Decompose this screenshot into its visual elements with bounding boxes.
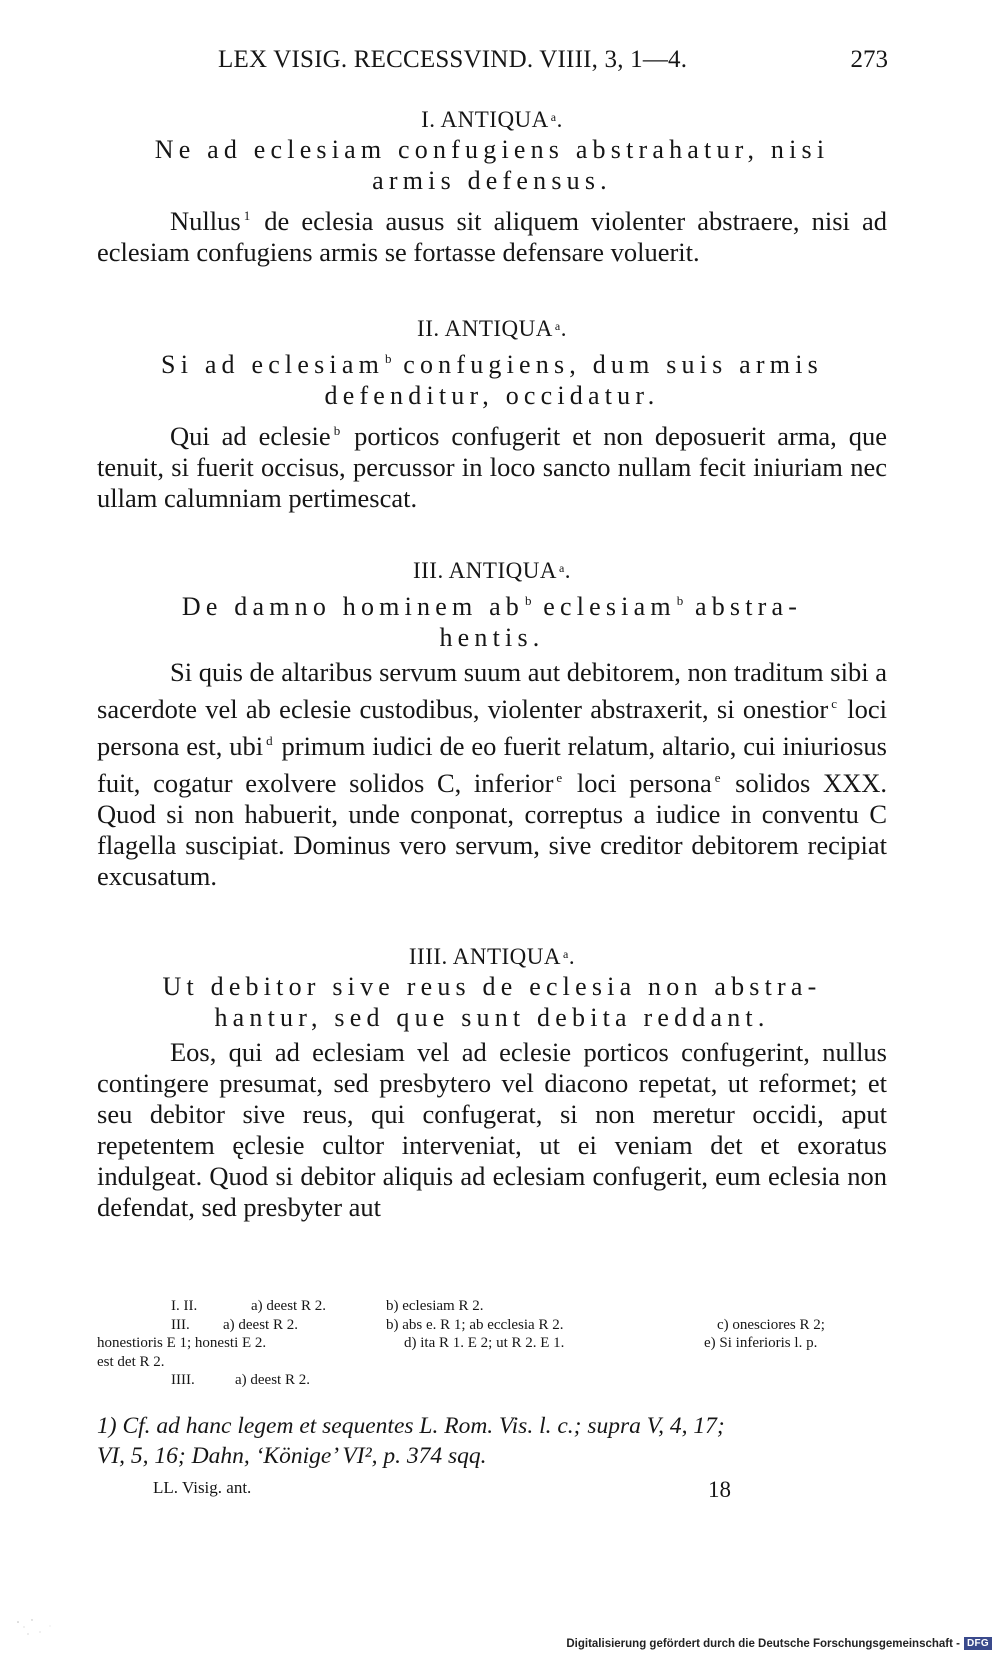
law-text: Si quis de altaribus servum suum aut debitorem, non traditum sibi a sacerdote vel ab eclesie custodibus, violenter abstraxerit, si onestior $^c$ loci persona est, ubi $^d$ primum iudici de eo fuerit relatum, altario, cui iniuriosus fuit, cogatur exolvere solidos C, inferior $^e$ loci persona $^e$ solidos XXX. Quod si non habuerit, unde conponat, correptus a iudice in conventu C flagella suscipiat. Dominus vero servum, sive creditor debitorem recipiat excusatum. [97,657,888,891]
digitization-note: Digitalisierung gefördert durch die Deutsche Forschungsgemeinschaft - [566,1637,960,1650]
law-section-3 [97,551,887,892]
signature-number: 18 [708,1477,731,1502]
critical-apparatus [97,1297,887,1390]
law-text: Nullus $^1$ de eclesia ausus sit aliquem violenter abstraere, nisi ad eclesiam confugiens armis se fortasse defensare voluerit. [97,206,887,267]
page-number: 273 [850,46,888,73]
law-section-4 [97,937,887,1223]
footnote [97,1411,887,1471]
law-heading: III. ANTIQUA $^a$. [412,558,572,583]
law-section-1 [97,100,887,268]
apparatus-line: III. a) deest R 2. b) abs e. R 1; ab ecclesia R 2. c) onesciores R 2; [171,1316,825,1333]
footnote-line: 1) Cf. ad hanc legem et sequentes L. Rom. Vis. l. c.; supra V, 4, 17; [97,1413,725,1439]
apparatus-line: IIII. a) deest R 2. [171,1372,310,1388]
footnote-line: VI, 5, 16; Dahn, ‘Könige’ VI², p. 374 sqq. [97,1443,487,1469]
law-heading: I. ANTIQUA $^a$. [421,107,563,132]
law-heading: IIII. ANTIQUA $^a$. [408,944,576,969]
law-rubric: Ut debitor sive reus de eclesia non abstra- hantur, sed que sunt debita reddant. [162,972,822,1032]
law-text: Eos, qui ad eclesiam vel ad eclesie porticos confugerint, nullus contingere presumat, sed presbytero vel diacono repetat, ut reformet; et seu debitor sive reus, qui confugerat, si non meretur occidi, aput repetentem ęclesie cultor interveniat, ut ei veniam det et exoratus indulgeat. Quod si debitor aliquis ad eclesiam confugerit, eum eclesia non defendat, sed presbyter aut [97,1037,887,1222]
signature-mark: LL. Visig. ant. [153,1478,252,1497]
law-text: Qui ad eclesie $^b$ porticos confugerit et non deposuerit arma, que tenuit, si fuerit occisus, percussor in loco sancto nullam fecit iniuriam nec ullam calumniam pertimescat. [97,421,887,513]
dfg-logo: DFG [964,1637,992,1650]
apparatus-line: honestioris E 1; honesti E 2. d) ita R 1. E 2; ut R 2. E 1. e) Si inferioris l. p. [97,1335,818,1351]
running-head-title: LEX VISIG. RECCESSVIND. VIIII, 3, 1—4. [218,46,688,73]
law-heading: II. ANTIQUA $^a$. [417,316,567,341]
law-rubric: De damno hominem $ab^b$ eclesiam$^b$ abstra- hentis. [181,592,803,652]
law-rubric: Ne ad eclesiam confugiens abstrahatur, nisi armis defensus. [154,135,830,195]
apparatus-line: I. II. a) deest R 2. b) eclesiam R 2. [171,1298,484,1314]
paper-specks [10,1582,70,1642]
law-section-2 [97,309,887,514]
law-rubric: Si ad eclesiam$^b$ confugiens, dum suis armis defenditur, occidatur. [161,350,823,410]
digitization-credit [566,1637,992,1650]
apparatus-line: est det R 2. [97,1353,165,1370]
